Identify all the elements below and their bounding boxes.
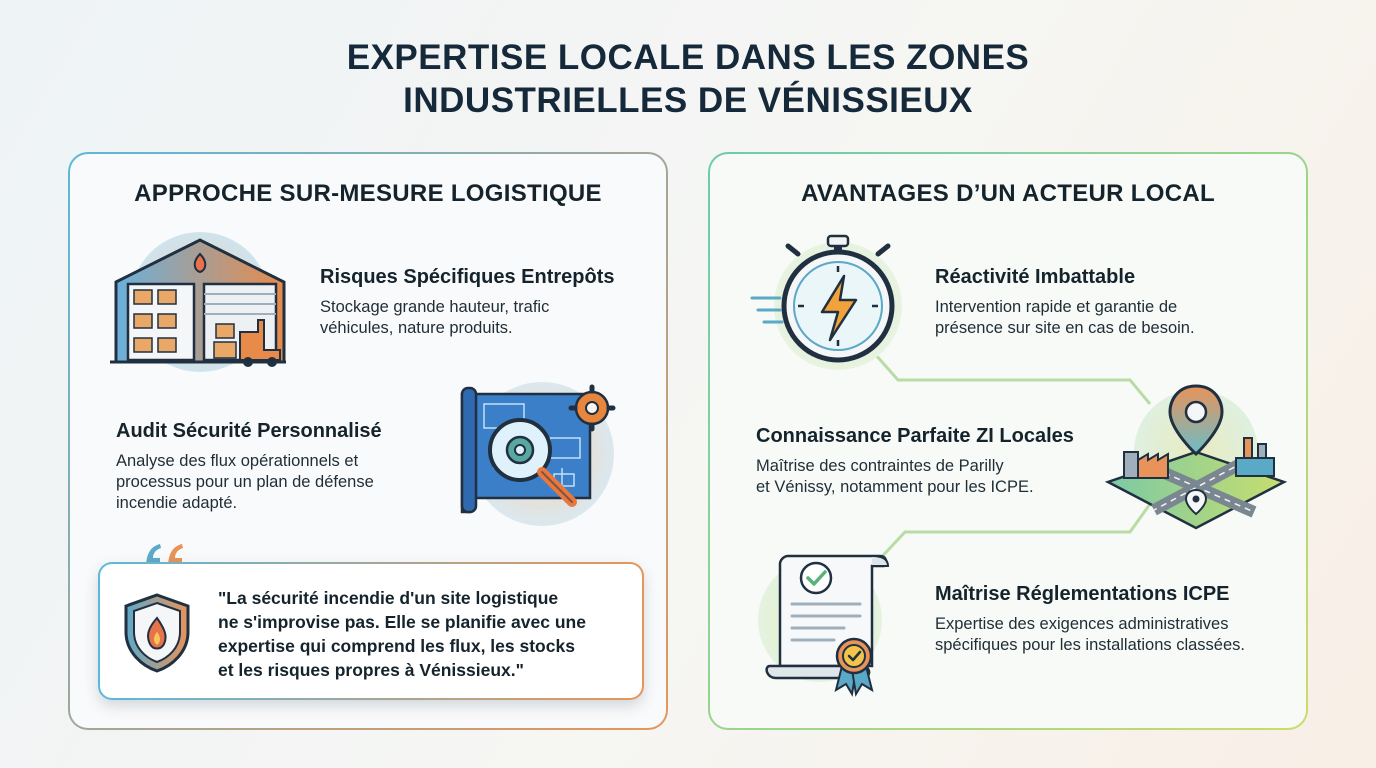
item-desc-line: véhicules, nature produits. [320, 319, 513, 337]
item-desc-line: spécifiques pour les installations classées. [935, 636, 1245, 654]
item-desc-line: incendie adapté. [116, 494, 238, 512]
page-title-line2: INDUSTRIELLES DE VÉNISSIEUX [403, 81, 973, 120]
item-desc-line: processus pour un plan de défense [116, 473, 374, 491]
item-desc-line: présence sur site en cas de besoin. [935, 319, 1195, 337]
page-title-line1: EXPERTISE LOCALE DANS LES ZONES [346, 38, 1030, 77]
item-title-warehouse-risks: Risques Spécifiques Entrepôts [320, 266, 615, 288]
quote-box [98, 562, 644, 700]
item-title-security-audit: Audit Sécurité Personnalisé [116, 420, 382, 442]
item-desc-icpe-regulations [935, 614, 1245, 656]
stopwatch-lightning-icon [750, 232, 910, 372]
certificate-scroll-icon [754, 548, 904, 698]
item-desc-reactivity [935, 297, 1195, 339]
quote-line: expertise qui comprend les flux, les stocks [218, 636, 575, 656]
quote-text [218, 586, 638, 682]
item-desc-line: Intervention rapide et garantie de [935, 298, 1178, 316]
item-desc-line: Stockage grande hauteur, trafic [320, 298, 550, 316]
quote-line: "La sécurité incendie d'un site logistique [218, 588, 559, 608]
item-desc-warehouse-risks [320, 297, 549, 339]
left-panel-heading: APPROCHE SUR-MESURE LOGISTIQUE [134, 180, 602, 207]
item-desc-line: Expertise des exigences administratives [935, 615, 1229, 633]
item-title-local-knowledge: Connaissance Parfaite ZI Locales [756, 425, 1074, 447]
blueprint-magnifier-icon [454, 378, 630, 530]
fire-shield-icon [122, 592, 192, 674]
right-panel [708, 152, 1308, 730]
right-panel-heading: AVANTAGES D’UN ACTEUR LOCAL [801, 180, 1215, 207]
item-desc-local-knowledge [756, 456, 1034, 498]
item-desc-line: Analyse des flux opérationnels et [116, 452, 359, 470]
item-title-icpe-regulations: Maîtrise Réglementations ICPE [935, 583, 1230, 605]
industrial-map-pin-icon [1104, 382, 1288, 532]
item-desc-line: et Vénissy, notamment pour les ICPE. [756, 478, 1034, 496]
warehouse-fire-icon [108, 232, 288, 382]
quote-line: et les risques propres à Vénissieux." [218, 660, 524, 680]
quote-line: ne s'improvise pas. Elle se planifie avec une [218, 612, 586, 632]
left-panel [68, 152, 668, 730]
item-desc-security-audit [116, 451, 374, 514]
page-title [0, 36, 1376, 122]
item-title-reactivity: Réactivité Imbattable [935, 266, 1136, 288]
item-desc-line: Maîtrise des contraintes de Parilly [756, 457, 1004, 475]
